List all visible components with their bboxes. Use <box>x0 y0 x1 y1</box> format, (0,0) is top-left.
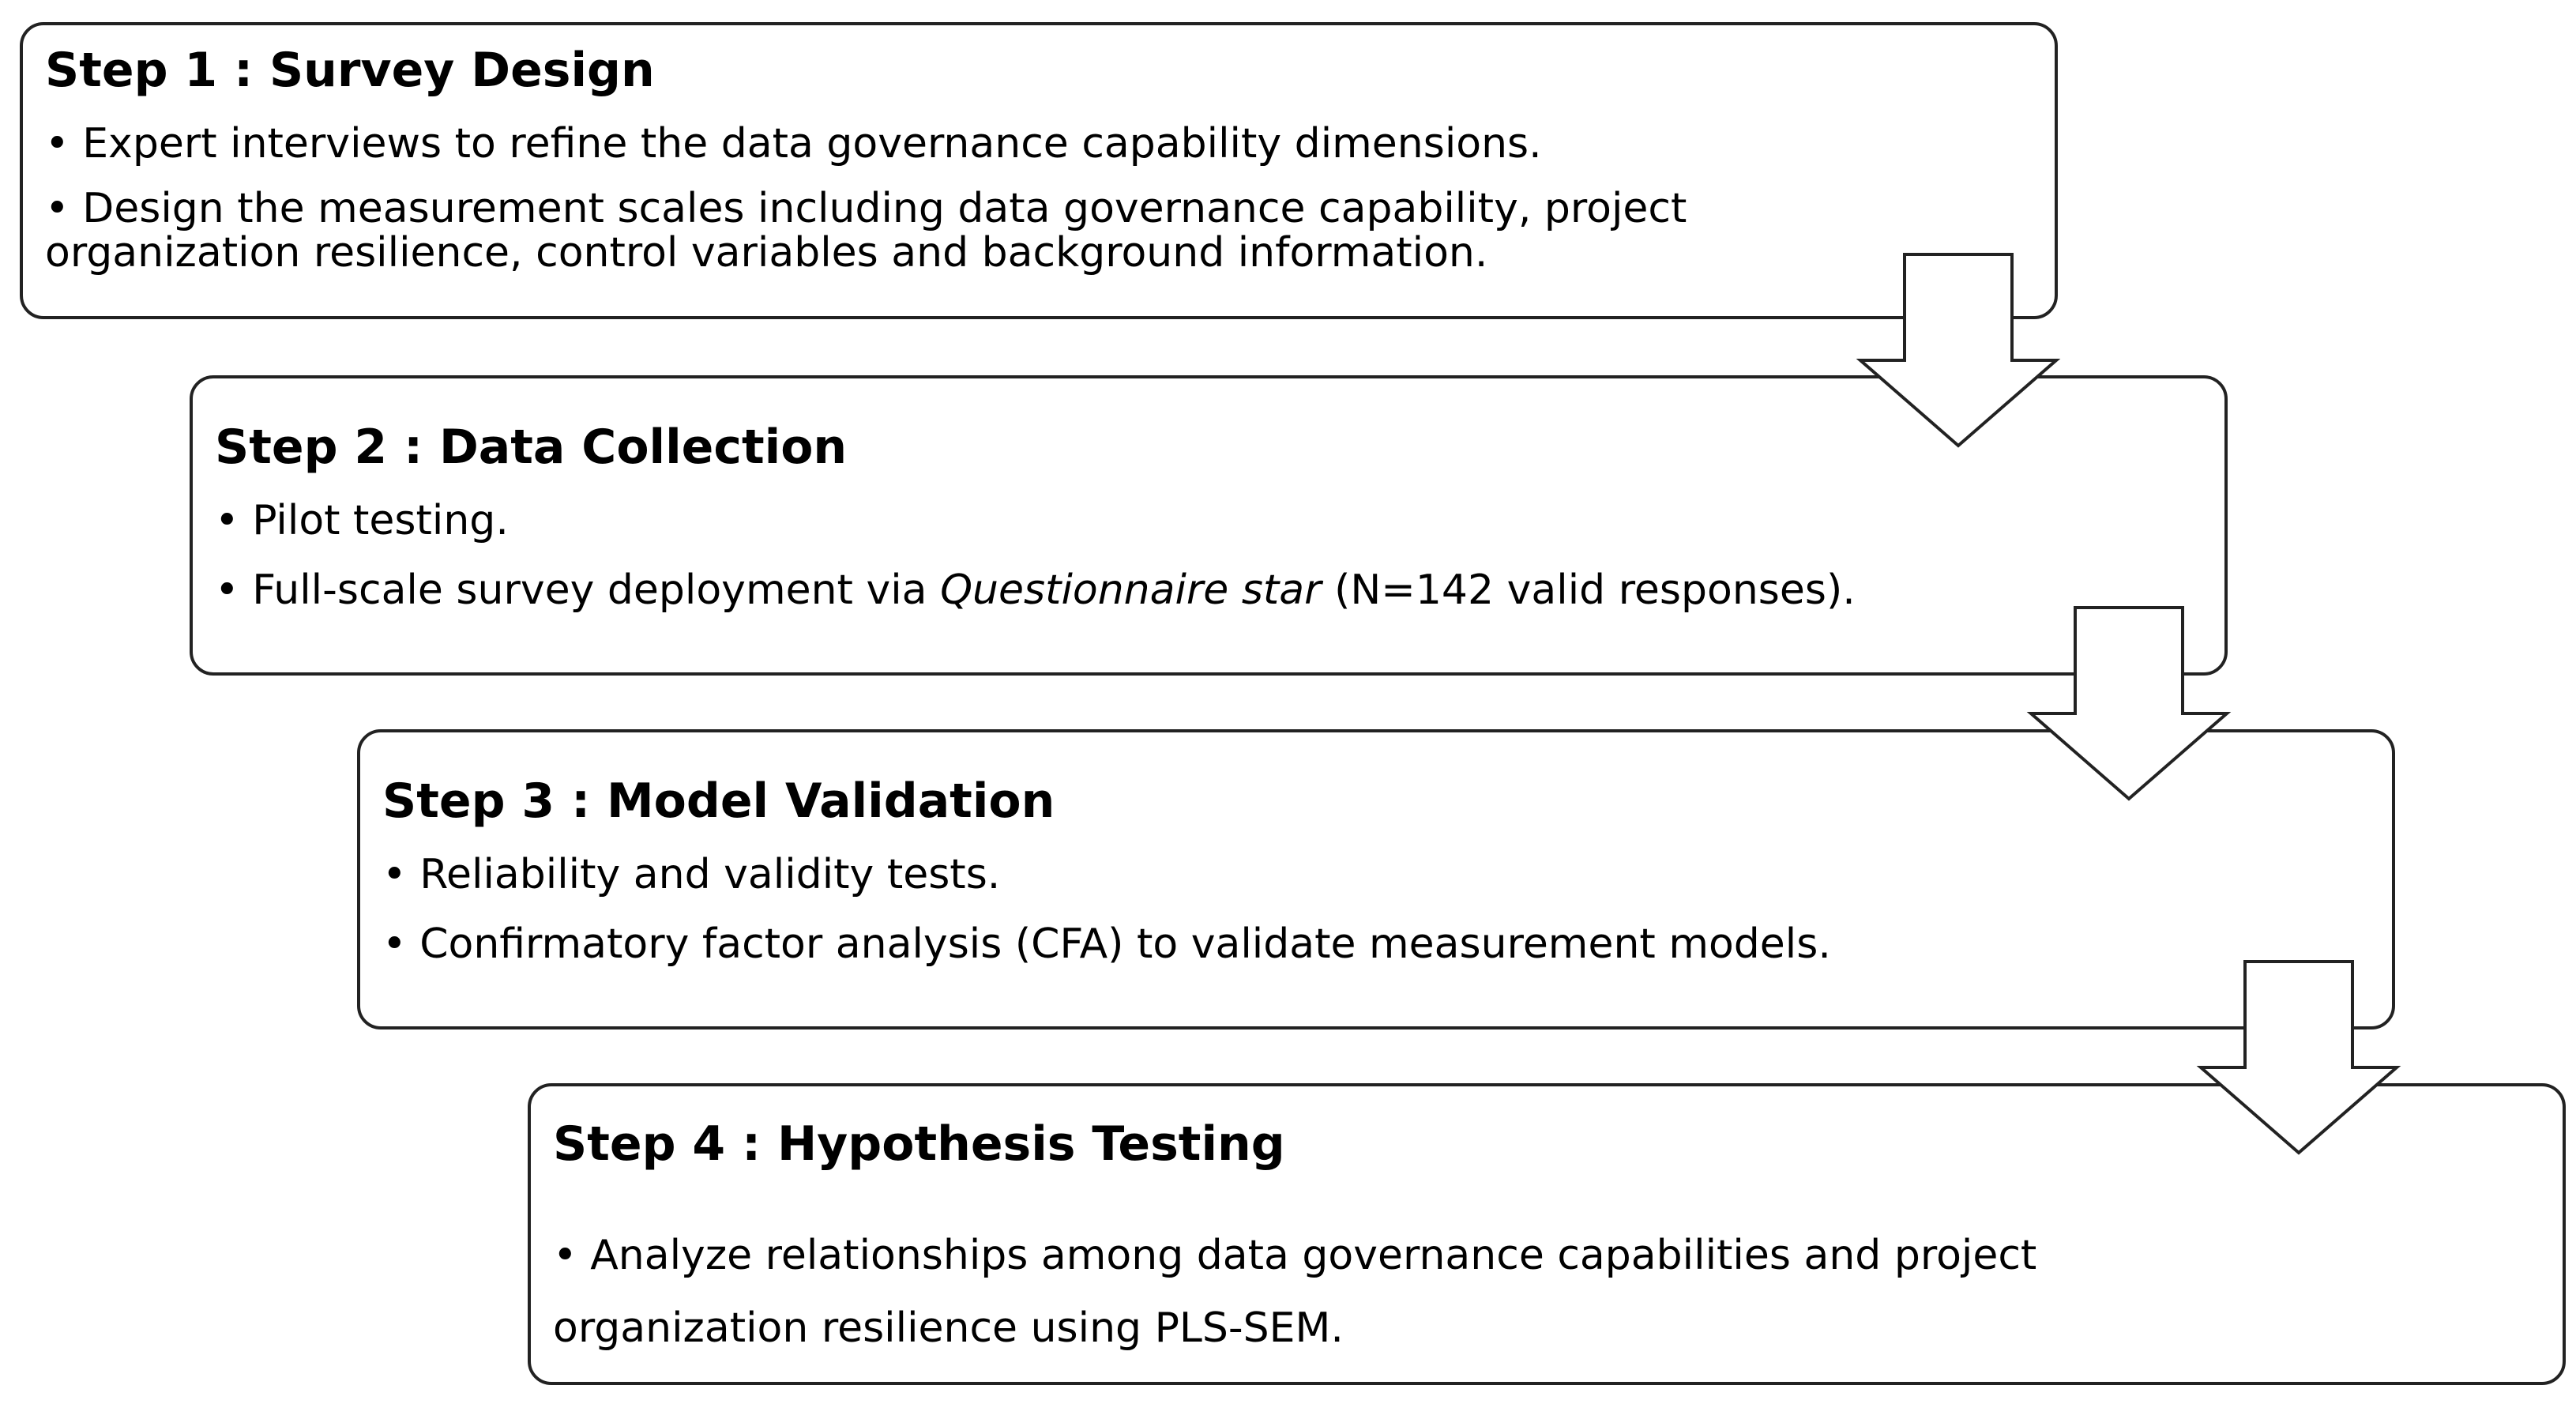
bullet-icon: • <box>45 185 70 232</box>
step-1-box <box>20 22 2058 319</box>
step-3-bullet-2 <box>382 920 2370 968</box>
step-4-title: Step 4 : Hypothesis Testing <box>553 1116 1285 1172</box>
down-block-arrow-icon <box>1856 251 2061 457</box>
step-3-bullet-1 <box>382 851 2370 898</box>
bullet-icon: • <box>215 566 239 614</box>
bullet-icon: • <box>553 1232 577 1279</box>
step-1-bullets <box>45 120 2033 275</box>
step-1-bullet-1-text: Expert interviews to refine the data governance capability dimensions. <box>82 120 1542 168</box>
step-1-bullet-2-text: Design the measurement scales including data governance capability, project organization resilience, control variables and background information. <box>45 185 1687 277</box>
step-3-title: Step 3 : Model Validation <box>382 774 1055 829</box>
bullet-icon: • <box>215 497 239 544</box>
step-2-title: Step 2 : Data Collection <box>215 420 848 475</box>
bullet-icon: • <box>382 851 407 898</box>
step-3-bullet-1-text: Reliability and validity tests. <box>419 851 1001 898</box>
step-2-bullet-1-text: Pilot testing. <box>252 497 509 544</box>
step-3-bullets <box>382 851 2370 968</box>
down-block-arrow-icon <box>2196 958 2401 1164</box>
step-4-bullet-1 <box>553 1219 2093 1364</box>
step-2-bullet-2-before: Full-scale survey deployment via <box>252 566 941 614</box>
step-2-bullet-2-after: (N=142 valid responses). <box>1321 566 1856 614</box>
step-2-bullet-2-tool: Questionnaire star <box>940 566 1322 614</box>
step-2-bullet-2 <box>215 566 2202 614</box>
step-1-title: Step 1 : Survey Design <box>45 43 655 98</box>
step-3-bullet-2-text: Confirmatory factor analysis (CFA) to validate measurement models. <box>419 920 1831 968</box>
step-4-bullet-1-text: Analyze relationships among data governance capabilities and project organization resilience using PLS-SEM. <box>553 1232 2037 1352</box>
bullet-icon: • <box>45 120 70 168</box>
down-block-arrow-icon <box>2026 604 2232 810</box>
step-4-bullets <box>553 1219 2540 1364</box>
bullet-icon: • <box>382 920 407 968</box>
step-1-bullet-2 <box>45 186 1736 275</box>
step-2-bullets <box>215 497 2202 614</box>
step-2-bullet-1 <box>215 497 2202 544</box>
step-1-bullet-1 <box>45 120 2033 168</box>
